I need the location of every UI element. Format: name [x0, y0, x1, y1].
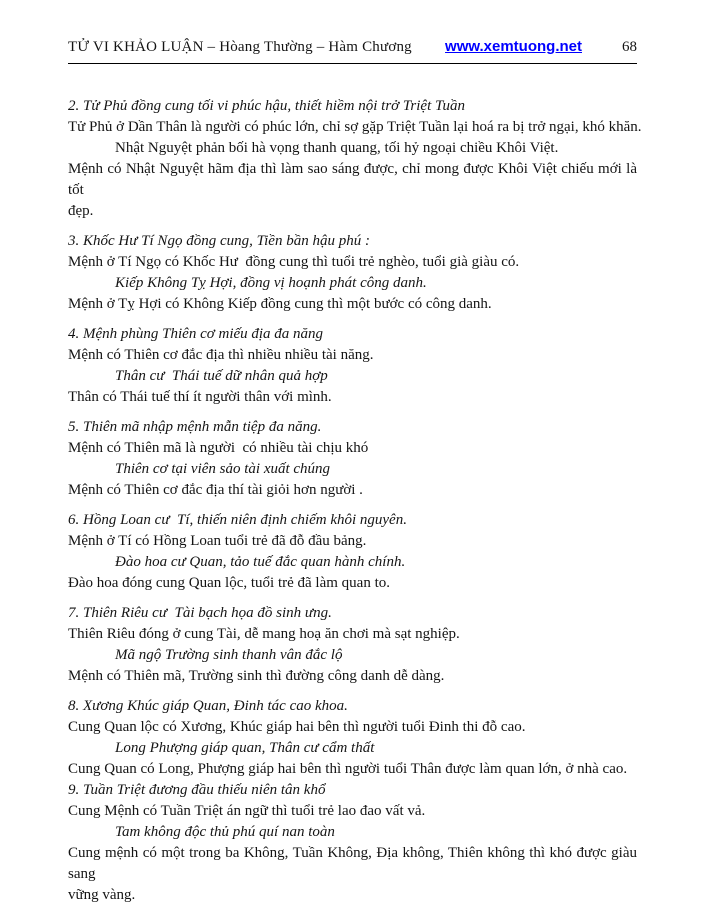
- header-right-group: [445, 38, 637, 56]
- body-line: Cung mệnh có một trong ba Không, Tuần Không, Địa không, Thiên không thì khó được giàu sang: [68, 845, 637, 882]
- quote-line: Nhật Nguyệt phản bối hà vọng thanh quang, tối hỷ ngoại chiều Khôi Việt.: [115, 140, 559, 156]
- section-heading: 9. Tuần Triệt đương đầu thiếu niên tân khổ: [68, 782, 326, 798]
- section-heading: 5. Thiên mã nhập mệnh mẫn tiệp đa năng.: [68, 419, 322, 435]
- website-link[interactable]: www.xemtuong.net: [445, 38, 582, 55]
- section-5: [68, 417, 637, 501]
- page-body: [0, 64, 705, 906]
- section-heading: 3. Khốc Hư Tí Ngọ đồng cung, Tiền bần hậu phú :: [68, 233, 370, 249]
- section-2: [68, 96, 642, 222]
- body-line: Cung Mệnh có Tuần Triệt án ngữ thì tuổi trẻ lao đao vất vả.: [68, 803, 426, 819]
- quote-line: Long Phượng giáp quan, Thân cư cẩm thất: [115, 740, 375, 756]
- quote-line: Thân cư Thái tuế dữ nhân quả hợp: [115, 368, 328, 384]
- body-line: Mệnh ở Tí có Hồng Loan tuổi trẻ đã đỗ đầu bảng.: [68, 533, 367, 549]
- body-line: Thiên Riêu đóng ở cung Tài, dễ mang hoạ ăn chơi mà sạt nghiệp.: [68, 626, 460, 642]
- section-heading: 7. Thiên Riêu cư Tài bạch họa đồ sinh ưng.: [68, 605, 332, 621]
- body-line: đẹp.: [68, 203, 94, 219]
- section-4: [68, 324, 637, 408]
- section-6: [68, 510, 637, 594]
- quote-line: Mã ngộ Trường sinh thanh vân đắc lộ: [115, 647, 343, 663]
- body-line: Thân có Thái tuế thí ít người thân với mình.: [68, 389, 332, 405]
- body-line: Cung Quan có Long, Phượng giáp hai bên thì người tuổi Thân được làm quan lớn, ở nhà cao.: [68, 761, 628, 777]
- quote-line: Đào hoa cư Quan, tảo tuế đắc quan hành chính.: [115, 554, 406, 570]
- quote-line: Tam không độc thủ phú quí nan toàn: [115, 824, 335, 840]
- section-9: [68, 780, 637, 906]
- body-line: Mệnh có Thiên cơ đắc địa thí tài giỏi hơn người .: [68, 482, 363, 498]
- body-line: Mệnh có Thiên cơ đắc địa thì nhiều nhiều tài năng.: [68, 347, 374, 363]
- section-3: [68, 231, 637, 315]
- body-line: Mệnh ở Tí Ngọ có Khốc Hư đồng cung thì tuổi trẻ nghèo, tuổi già giàu có.: [68, 254, 520, 270]
- body-line: Mệnh ở Tỵ Hợi có Không Kiếp đồng cung thì một bước có công danh.: [68, 296, 492, 312]
- body-line: Mệnh có Thiên mã, Trường sinh thì đường công danh dễ dàng.: [68, 668, 445, 684]
- body-line: Cung Quan lộc có Xương, Khúc giáp hai bên thì người tuổi Đinh thi đỗ cao.: [68, 719, 526, 735]
- quote-line: Thiên cơ tại viên sảo tài xuất chúng: [115, 461, 331, 477]
- page-number: 68: [622, 39, 637, 55]
- section-7: [68, 603, 637, 687]
- quote-line: Kiếp Không Tỵ Hợi, đồng vị hoạnh phát công danh.: [115, 275, 427, 291]
- section-8: [68, 696, 637, 780]
- section-heading: 6. Hồng Loan cư Tí, thiến niên định chiếm khôi nguyên.: [68, 512, 407, 528]
- body-line: Mệnh có Nhật Nguyệt hãm địa thì làm sao sáng được, chỉ mong được Khôi Việt chiếu mới là tốt: [68, 161, 637, 198]
- section-heading: 2. Tử Phủ đồng cung tối vi phúc hậu, thiết hiềm nội trở Triệt Tuần: [68, 98, 466, 114]
- body-line: Đào hoa đóng cung Quan lộc, tuổi trẻ đã làm quan to.: [68, 575, 391, 591]
- body-line: vững vàng.: [68, 887, 136, 903]
- book-title: TỬ VI KHẢO LUẬN – Hòang Thường – Hàm Chương: [68, 39, 412, 55]
- page-header: [0, 0, 705, 56]
- section-heading: 8. Xương Khúc giáp Quan, Đinh tác cao khoa.: [68, 698, 348, 714]
- section-heading: 4. Mệnh phùng Thiên cơ miếu địa đa năng: [68, 326, 324, 342]
- body-line: Mệnh có Thiên mã là người có nhiều tài chịu khó: [68, 440, 369, 456]
- body-line: Tử Phủ ở Dần Thân là người có phúc lớn, chỉ sợ gặp Triệt Tuần lại hoá ra bị trở ngại, khó khăn.: [68, 119, 642, 135]
